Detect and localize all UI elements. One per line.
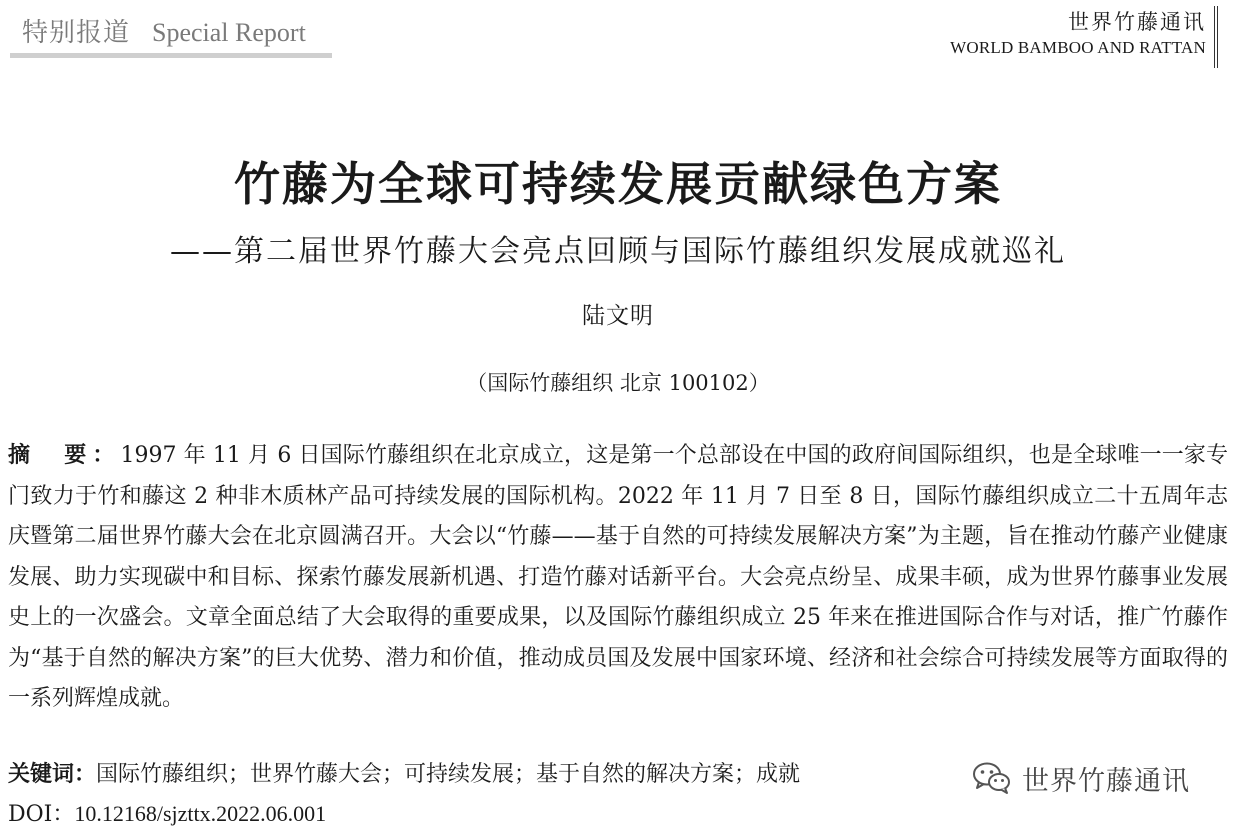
journal-name-en: WORLD BAMBOO AND RATTAN: [950, 38, 1206, 57]
journal-header: [918, 6, 1218, 68]
wechat-icon: [972, 761, 1012, 795]
section-tag-cn: 特别报道: [22, 18, 131, 48]
watermark-text: 世界竹藤通讯: [1022, 765, 1190, 797]
keywords-label: 关键词：: [8, 762, 97, 787]
section-tag-en: Special Report: [152, 18, 306, 47]
abstract-text: 1997 年 11 月 6 日国际竹藤组织在北京成立，这是第一个总部设在中国的政府间国际组织，也是全球唯一一家专门致力于竹和藤这 2 种非木质林产品可持续发展的国际机构。2022 年 11 月 7 日至 8 日，国际竹藤组织成立二十五周年志庆暨第二届世界竹藤大会在北京圆满召开。大会以“竹藤——基于自然的可持续发展解决方案”为主题，旨在推动竹藤产业健康发展、助力实现碳中和目标、探索竹藤发展新机遇、打造竹藤对话新平台。大会亮点纷呈、成果丰硕，成为世界竹藤事业发展史上的一次盛会。文章全面总结了大会取得的重要成果，以及国际竹藤组织成立 25 年来在推进国际合作与对话，推广竹藤作为“基于自然的解决方案”的巨大优势、潜力和价值，推动成员国及发展中国家环境、经济和社会综合可持续发展等方面取得的一系列辉煌成就。: [8, 443, 1228, 711]
keywords-text: 国际竹藤组织；世界竹藤大会；可持续发展；基于自然的解决方案；成就: [96, 762, 801, 787]
author-affiliation: （国际竹藤组织 北京 100102）: [466, 371, 770, 395]
abstract: [8, 436, 1228, 720]
section-tag: [10, 8, 332, 58]
doi-value: 10.12168/sjzttx.2022.06.001: [74, 801, 327, 826]
watermark: [958, 752, 1220, 804]
author-name: 陆文明: [582, 303, 654, 329]
article-title: 竹藤为全球可持续发展贡献绿色方案: [234, 157, 1002, 211]
journal-name-cn: 世界竹藤通讯: [1068, 10, 1206, 34]
article-subtitle: ——第二届世界竹藤大会亮点回顾与国际竹藤组织发展成就巡礼: [170, 234, 1066, 269]
doi: [8, 797, 326, 832]
abstract-label: 摘 要：: [8, 443, 121, 468]
doi-label: DOI：: [8, 802, 75, 827]
